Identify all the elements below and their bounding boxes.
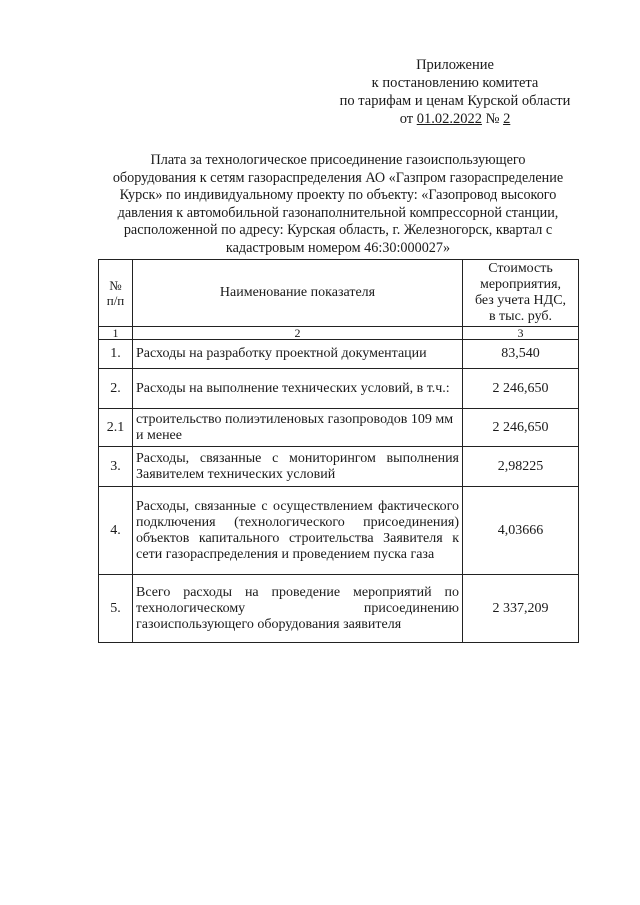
table-row bbox=[99, 409, 579, 447]
row-name: Расходы на выполнение технических условий, в т.ч.: bbox=[133, 369, 463, 409]
title-line-5: расположенной по адресу: Курская область, г. Железногорск, квартал с bbox=[123, 222, 553, 239]
date-prefix: от bbox=[399, 111, 417, 127]
row-value: 2 246,650 bbox=[463, 409, 579, 447]
row-number: 3. bbox=[99, 447, 133, 487]
header-num bbox=[99, 260, 133, 327]
table-header-row bbox=[99, 260, 579, 327]
resolution-date: 01.02.2022 bbox=[416, 111, 482, 127]
header-cost bbox=[463, 260, 579, 327]
column-index: 1 bbox=[99, 327, 133, 340]
header-num-line-1: № bbox=[109, 278, 122, 293]
column-index: 3 bbox=[463, 327, 579, 340]
row-value: 2,98225 bbox=[463, 447, 579, 487]
title-line-2: оборудования к сетям газораспределения АО «Газпром газораспределение bbox=[112, 169, 564, 186]
header-cost-line-1: Стоимость bbox=[488, 261, 553, 276]
row-number: 5. bbox=[99, 575, 133, 643]
row-name: строительство полиэтиленовых газопроводов 109 мм и менее bbox=[133, 409, 463, 447]
row-number: 2. bbox=[99, 369, 133, 409]
appendix-block bbox=[330, 56, 580, 128]
cost-table bbox=[98, 259, 579, 643]
row-name: Расходы, связанные с осуществлением фактического подключения (технологического присоединения) объектов капитального строительства Заявителя к сети газораспределения и проведением пуска газа bbox=[133, 487, 463, 575]
table-row bbox=[99, 369, 579, 409]
row-number: 1. bbox=[99, 340, 133, 369]
header-cost-line-3: без учета НДС, bbox=[474, 293, 567, 308]
column-index: 2 bbox=[133, 327, 463, 340]
title-line-4: давления к автомобильной газонаполнительной компрессорной станции, bbox=[117, 204, 559, 221]
title-line-1: Плата за технологическое присоединение газоиспользующего bbox=[150, 152, 526, 168]
appendix-date-line bbox=[330, 110, 580, 128]
row-number: 2.1 bbox=[99, 409, 133, 447]
row-value: 2 246,650 bbox=[463, 369, 579, 409]
appendix-line-1: Приложение bbox=[416, 57, 494, 73]
table-row bbox=[99, 447, 579, 487]
column-index-row bbox=[99, 327, 579, 340]
document-title bbox=[92, 152, 584, 258]
number-prefix: № bbox=[481, 111, 504, 127]
table-row bbox=[99, 575, 579, 643]
title-line-6: кадастровым номером 46:30:000027» bbox=[225, 239, 451, 256]
appendix-line-3: по тарифам и ценам Курской области bbox=[339, 93, 571, 109]
header-name: Наименование показателя bbox=[133, 260, 463, 327]
header-num-line-2: п/п bbox=[106, 293, 125, 308]
resolution-number: 2 bbox=[503, 111, 511, 127]
row-name: Расходы на разработку проектной документации bbox=[133, 340, 463, 369]
row-value: 4,03666 bbox=[463, 487, 579, 575]
table-row bbox=[99, 340, 579, 369]
row-value: 2 337,209 bbox=[463, 575, 579, 643]
header-cost-line-2: мероприятия, bbox=[479, 277, 562, 292]
row-name: Расходы, связанные с мониторингом выполнения Заявителем технических условий bbox=[133, 447, 463, 487]
title-line-3: Курск» по индивидуальному проекту по объекту: «Газопровод высокого bbox=[119, 187, 557, 204]
header-cost-line-4: в тыс. руб. bbox=[488, 309, 553, 324]
appendix-line-2: к постановлению комитета bbox=[371, 75, 539, 91]
row-name: Всего расходы на проведение мероприятий по технологическому присоединению газоиспользующего оборудования заявителя bbox=[133, 575, 463, 643]
row-number: 4. bbox=[99, 487, 133, 575]
row-value: 83,540 bbox=[463, 340, 579, 369]
table-row bbox=[99, 487, 579, 575]
